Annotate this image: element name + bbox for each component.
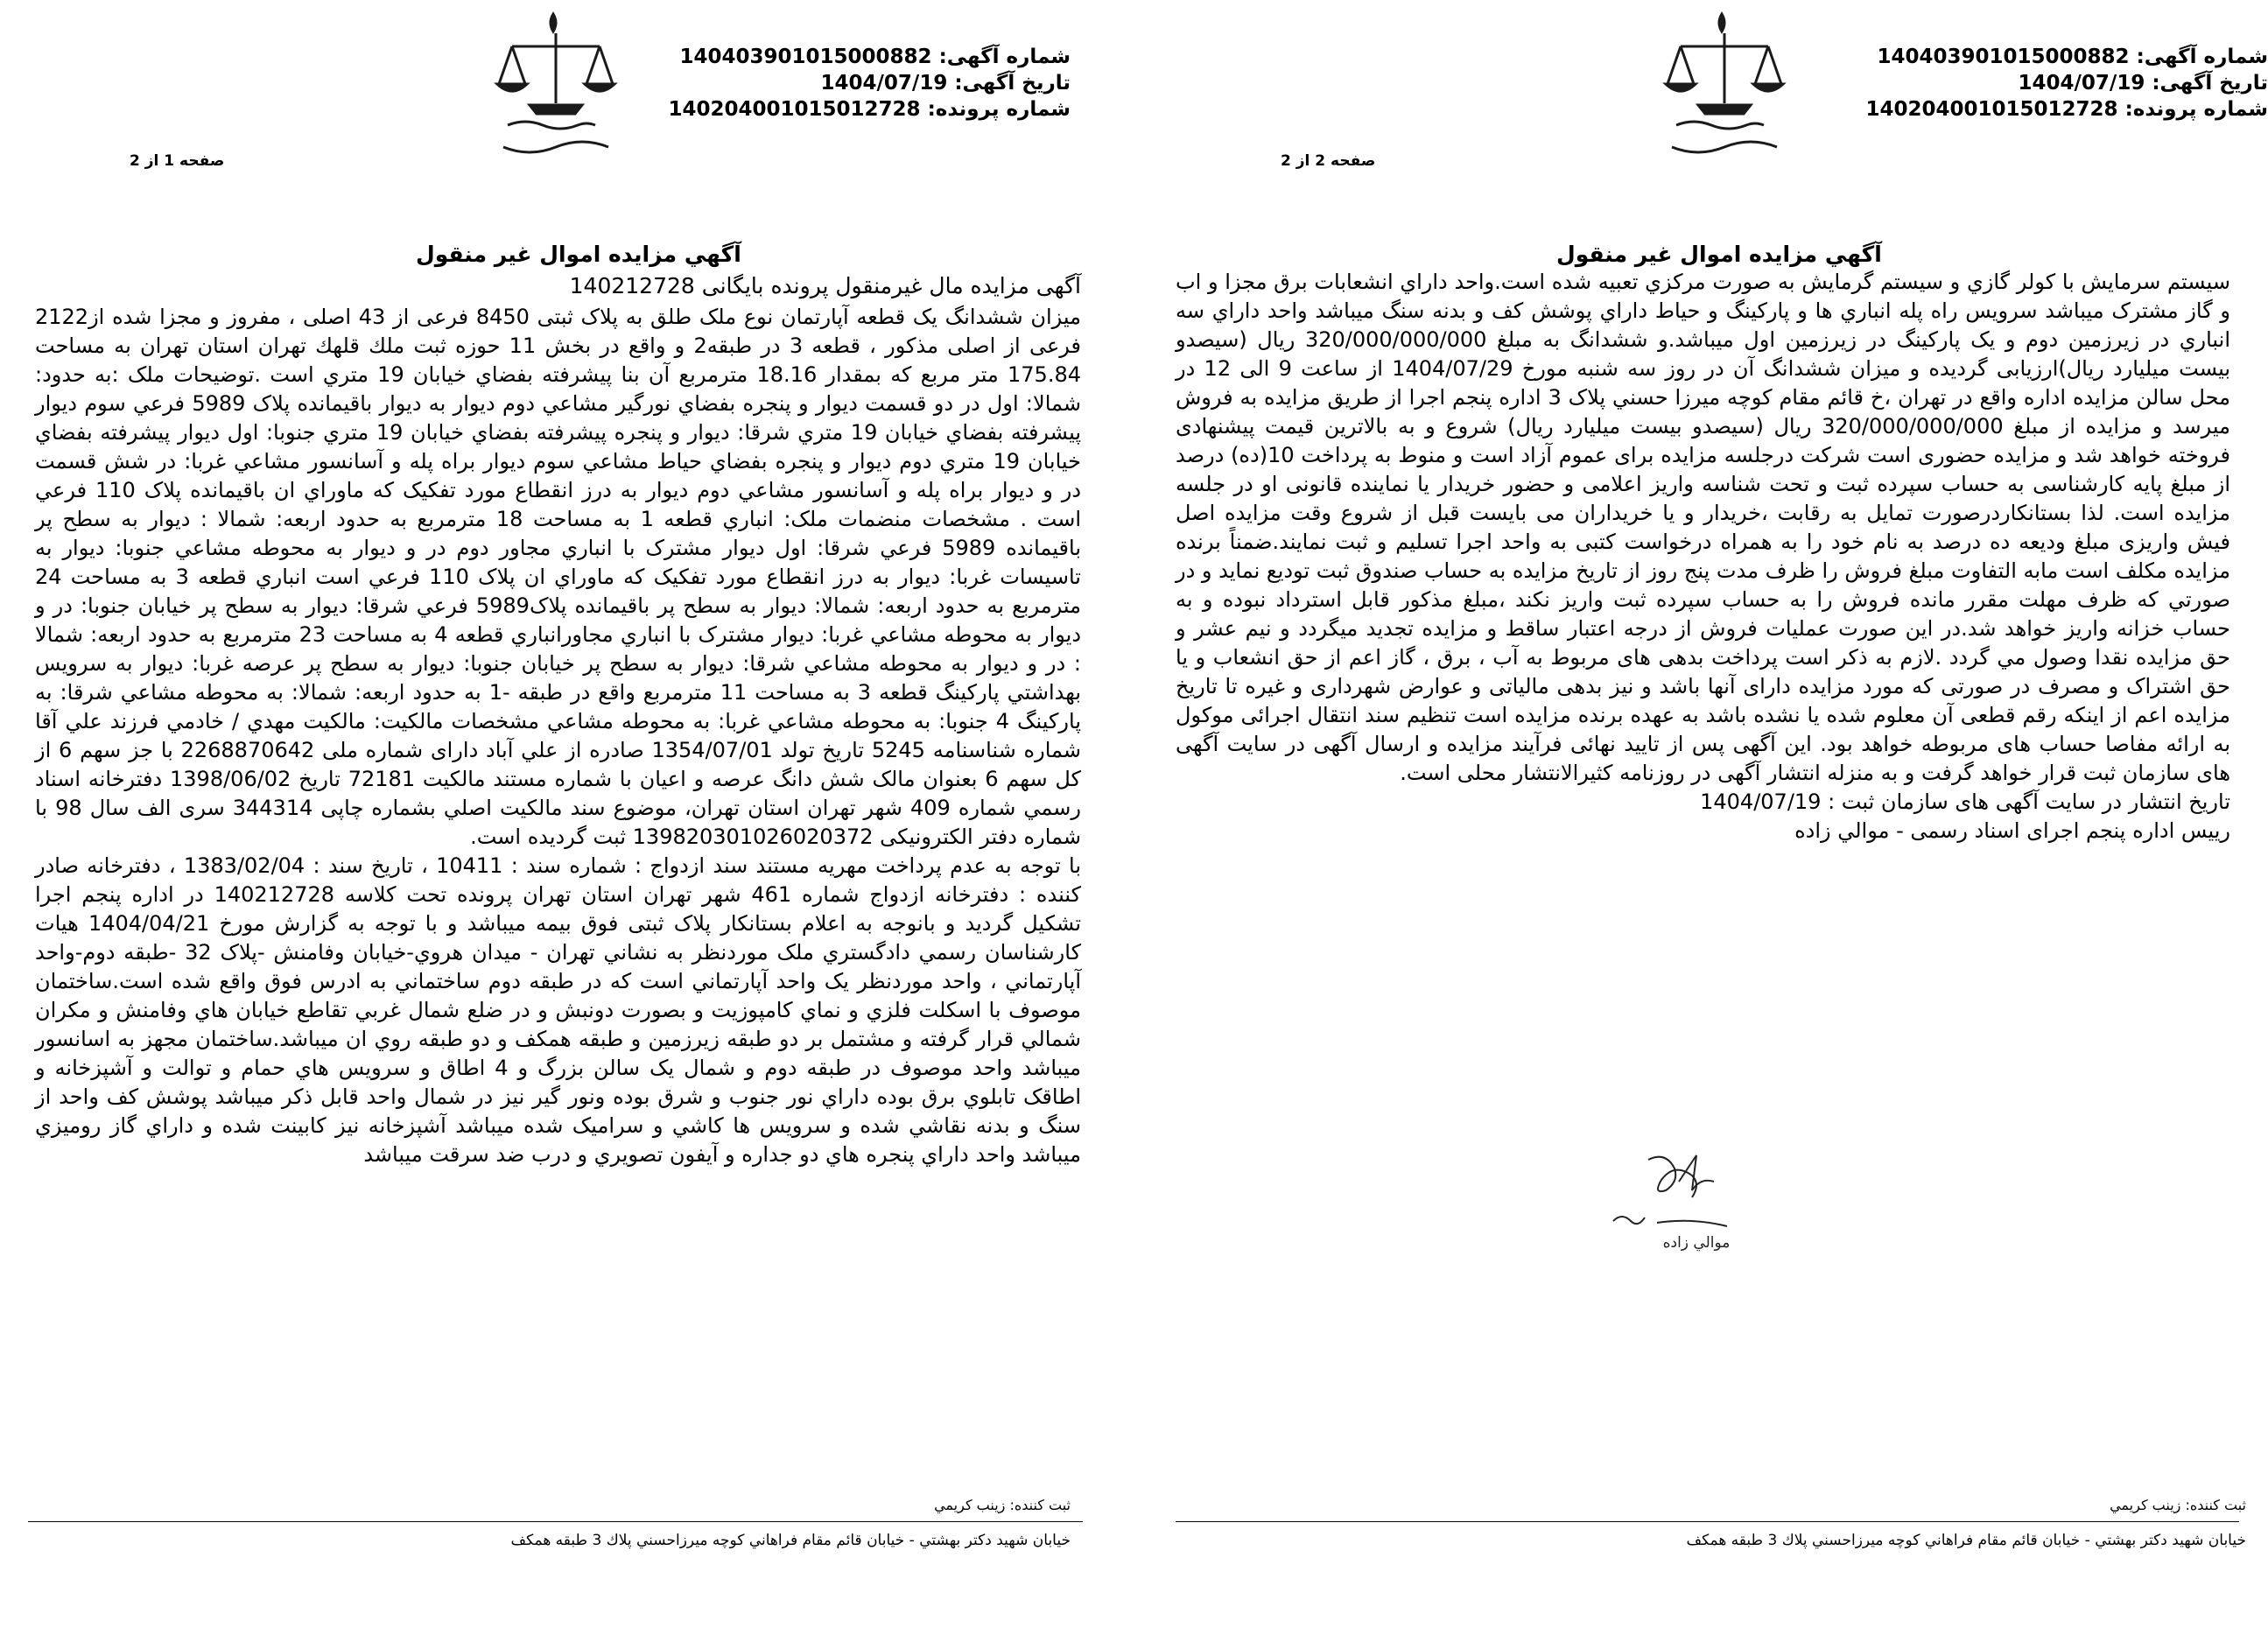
file-number: 140204001015012728 [668, 98, 921, 121]
page-title: آگهي مزايده اموال غير منقول [1556, 242, 1882, 267]
page-title: آگهي مزايده اموال غير منقول [416, 242, 741, 267]
handwritten-signature [1596, 1142, 1797, 1256]
notice-date-label: تاریخ آگهی: [2152, 72, 2268, 95]
notice-date: 1404/07/19 [820, 72, 948, 95]
footer-divider [28, 1521, 1083, 1522]
file-number-label: شماره پرونده: [927, 98, 1071, 121]
page-number: صفحه 1 از 2 [130, 152, 225, 170]
page-number: صفحه 2 از 2 [1281, 152, 1376, 170]
notice-meta [1865, 44, 2268, 123]
notice-meta [668, 44, 1071, 123]
notice-date-row [668, 70, 1071, 96]
notice-number: 140403901015000882 [679, 46, 932, 68]
notice-page-1 [0, 0, 1123, 1628]
notice-page-2 [1123, 0, 2268, 1628]
file-number-row [1865, 96, 2268, 123]
notice-body [1176, 268, 2230, 846]
notice-date-row [1865, 70, 2268, 96]
notice-number: 140403901015000882 [1877, 46, 2130, 68]
signature-name: موالي زاده [1662, 1234, 1731, 1252]
footer-divider [1176, 1521, 2239, 1522]
notice-number-row [1865, 44, 2268, 70]
notice-body [35, 271, 1081, 1169]
signatory-line: رييس اداره پنجم اجرای اسناد رسمی - موالي زاده [1794, 818, 2230, 843]
auction-terms-paragraph: سيستم سرمايش با کولر گازي و سيستم گرمايش به صورت مرکزي تعبيه شده است.واحد داراي انشعابات برق مجزا و اب و گاز مشترک ميباشد سرويس راه پله انباري ها و پارکينگ و حياط داراي پوشش کف و بدنه سنگ ميباشد واحد داراي سه انباري در زيرزمين دوم و يک پارکينگ در زيرزمين اول ميباشد.و ششدانگ به مبلغ 320/000/000/000 ریال (سیصدو بیست میلیارد ریال)ارزیابی گردیده و میزان ششدانگ آن در روز سه شنبه مورخ 1404/07/29 از ساعت 9 الی 12 در محل سالن مزايده اداره واقع در تهران ،خ قائم مقام کوچه ميرزا حسني پلاک 3 اداره پنجم اجرا از طریق مزایده به فروش میرسد و مزایده از مبلغ 320/000/000/000 ریال (سیصدو بیست میلیارد ریال) شروع و به بالاترين قيمت پيشنهادی فروخته خواهد شد و مزایده حضوری است شرکت درجلسه مزایده برای عموم آزاد است و منوط به پرداخت 10(ده) درصد از مبلغ پایه کارشناسی به حساب سپرده ثبت و تحت شناسه واریز اعلامی و حضور خریدار یا نماینده قانونی او در جلسه مزایده است. لذا بستانکاردرصورت تمایل به رقابت ،خریدار و یا خریداران می بایست قبل از شروع وقت مزایده اصل فیش واریزی مبلغ ودیعه ده درصد به نام خود را به همراه درخواست کتبی به واحد اجرا تسلیم و ثبت نمایند.ضمناً برنده مزایده مکلف است مابه التفاوت مبلغ فروش را ظرف مدت پنج روز از تاریخ مزایده به حساب صندوق ثبت تودیع نماید و در صورتي كه ظرف مهلت مقرر مانده فروش را به حساب سپرده ثبت واريز نكند ،مبلغ مذكور قابل استرداد نبوده و به حساب خزانه واريز خواهد شد.در اين صورت عمليات فروش از درجه اعتبار ساقط و مزايده تجديد ميگردد و نيم عشر و حق مزايده نقدا وصول مي گردد .لازم به ذكر است پرداخت بدهی های مربوط به آب ، برق ، گاز اعم از حق انشعاب و یا حق اشتراک و مصرف در صورتی که مورد مزایده دارای آنها باشد و نیز بدهی مالیاتی و عوارض شهرداری و غیره تا تاریخ مزایده اعم از اینکه رقم قطعی آن معلوم شده یا نشده باشد به عهده برنده مزایده است تنظیم سند انتقال اجرائی موکول به ارائه مفاصا حساب های مربوطه خواهد بود. این آگهی پس از تایید نهائی فرآیند مزایده و ارسال آگهی در سایت آگهی های سازمان ثبت قرار خواهد گرفت و به منزله انتشار آگهی در روزنامه کثیرالانتشار محلی است. [1176, 270, 2231, 785]
notice-number-label: شماره آگهی: [938, 46, 1071, 68]
office-address: خيابان شهيد دكتر بهشتي - خيابان قائم مقام فراهاني كوچه ميرزاحسني پلاك 3 طبقه همكف [1686, 1532, 2246, 1549]
notice-date: 1404/07/19 [2018, 72, 2145, 95]
judiciary-emblem-icon [490, 7, 621, 169]
notice-number-label: شماره آگهی: [2136, 46, 2268, 68]
notice-date-label: تاریخ آگهی: [954, 72, 1071, 95]
file-number: 140204001015012728 [1865, 98, 2118, 121]
notice-number-row [668, 44, 1071, 70]
notice-subhead: آگهی مزایده مال غیرمنقول پرونده بایگانی 140212728 [569, 273, 1081, 298]
property-description-paragraph: میزان ششدانگ یک قطعه آپارتمان نوع ملک طلق به پلاک ثبتی 8450 فرعی از 43 اصلی ، مفروز و مجزا شده از2122 فرعی از اصلی مذکور ، قطعه 3 در طبقه2 و واقع در بخش 11 حوزه ثبت ملك قلهك تهران استان تهران به مساحت 175.84 متر مربع كه بمقدار 18.16 مترمربع آن بنا پيشرفته بفضاي خيابان 19 متري است .توضيحات ملک :به حدود: شمالا: اول در دو قسمت ديوار و پنجره بفضاي نورگير مشاعي دوم ديوار به ديوار باقيمانده پلاک 5989 فرعي سوم ديوار پيشرفته بفضاي خيابان 19 متري شرقا: ديوار و پنجره پيشرفته بفضاي خيابان 19 متري جنوبا: اول ديوار پيشرفته بفضاي خيابان 19 متري دوم ديوار و پنجره بفضاي حياط مشاعي سوم ديوار براه پله و آسانسور مشاعي غربا: در شش قسمت در و ديوار براه پله و آسانسور مشاعي دوم ديوار به درز انقطاع مورد تفکيک که ماوراي ان باقيمانده پلاک 110 فرعي است . مشخصات منضمات ملک: انباري قطعه 1 به مساحت 18 مترمربع به حدود اربعه: شمالا : ديوار به سطح پر باقيمانده 5989 فرعي شرقا: اول ديوار مشترک با انباري مجاور دوم در و ديوار به محوطه مشاعي جنوبا: ديوار به تاسيسات غربا: ديوار به درز انقطاع مورد تفکيک که ماوراي ان پلاک 110 فرعي است انباري قطعه 3 به مساحت 24 مترمربع به حدود اربعه: شمالا: ديوار به سطح پر باقيمانده پلاک5989 فرعي شرقا: ديوار به سطح پر خيابان جنوبا: در و ديوار به محوطه مشاعي غربا: ديوار مشترک با انباري مجاورانباري قطعه 4 به مساحت 23 مترمربع به حدود اربعه: شمالا : در و ديوار به محوطه مشاعي شرقا: ديوار به سطح پر خيابان جنوبا: ديوار به سطح پر عرصه غربا: ديوار به سرويس بهداشتي پارکينگ قطعه 3 به مساحت 11 مترمربع واقع در طبقه -1 به حدود اربعه: شمالا: به محوطه مشاعي شرقا: به پارکينگ 4 جنوبا: به محوطه مشاعي غربا: به محوطه مشاعي مشخصات مالکیت: مالکيت مهدي / خادمي فرزند علي آقا شماره شناسنامه 5245 تاریخ تولد 1354/07/01 صادره از علي آباد دارای شماره ملی 2268870642 با جز سهم 6 از کل سهم 6 بعنوان مالک شش دانگ عرصه و اعیان با شماره مستند مالکیت 72181 تاریخ 1398/06/02 دفترخانه اسناد رسمي شماره 409 شهر تهران استان تهران، موضوع سند مالكيت اصلي بشماره چاپی 344314 سری الف سال 98 با شماره دفتر الکترونیکی 139820301026020372 ثبت گردیده است. [35, 305, 1082, 849]
case-details-paragraph: با توجه به عدم پرداخت مهریه مستند سند ازدواج : شماره سند : 10411 ، تاریخ سند : 1383/02/04 ، دفترخانه صادر کننده : دفترخانه ازدواج شماره 461 شهر تهران استان تهران پرونده تحت کلاسه 140212728 در اداره پنجم اجرا تشکیل گردید و بانوجه به اعلام بستانکار پلاک ثبتی فوق بیمه میباشد و با توجه به گزارش مورخ 1404/04/21 هيات كارشناسان رسمي دادگستري ملک موردنظر به نشاني تهران - ميدان هروي-خيابان وفامنش -پلاک 32 -طبقه دوم-واحد آپارتماني ، واحد موردنظر يک واحد آپارتماني است که در طبقه دوم ساختماني به ادرس فوق واقع شده است.ساختمان موصوف با اسکلت فلزي و نماي کامپوزيت و بصورت دونبش و در ضلع شمال غربي تقاطع خيابان هاي وفامنش و مکران شمالي قرار گرفته و مشتمل بر دو طبقه زيرزمين و طبقه همکف و دو طبقه روي ان ميباشد.ساختمان مجهز به اسانسور ميباشد واحد موصوف در طبقه دوم و شمال يک سالن بزرگ و 4 اطاق و سرويس هاي حمام و توالت و آشپزخانه و اطاقک تابلوي برق بوده داراي نور جنوب و شرق بوده ونور گير نيز در شمال واحد قابل ذکر ميباشد پوشش کف واحد از سنگ و بدنه نقاشي شده و سرويس ها کاشي و سراميک شده ميباشد آشپزخانه نيز کابينت شده و داراي گاز روميزي ميباشد واحد داراي پنجره هاي دو جداره و آيفون تصويري و درب ضد سرقت ميباشد [35, 853, 1082, 1167]
publication-date-line: تاریخ انتشار در سایت آگهی های سازمان ثبت : 1404/07/19 [1700, 789, 2230, 814]
file-number-row [668, 96, 1071, 123]
registrar: ثبت کننده: زینب کریمي [2110, 1497, 2246, 1513]
judiciary-emblem-icon [1659, 7, 1790, 169]
registrar: ثبت کننده: زینب کریمي [934, 1497, 1071, 1513]
office-address: خيابان شهيد دكتر بهشتي - خيابان قائم مقام فراهاني كوچه ميرزاحسني پلاك 3 طبقه همكف [510, 1532, 1071, 1549]
file-number-label: شماره پرونده: [2124, 98, 2268, 121]
